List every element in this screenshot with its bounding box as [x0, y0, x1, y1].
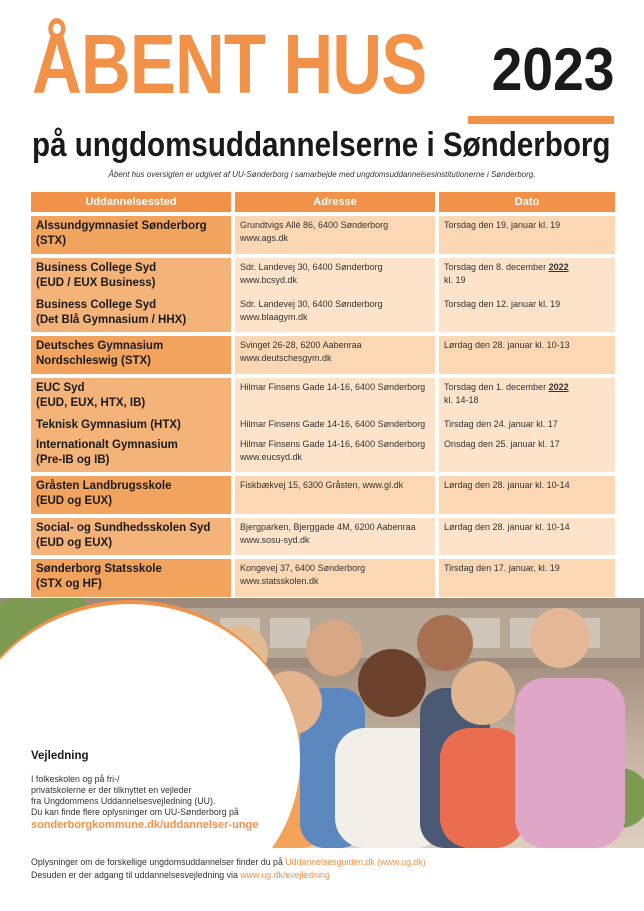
institution-column — [31, 216, 231, 254]
institution-name: (STX og HF) — [36, 578, 102, 590]
evejledning-link[interactable]: www.ug.dk/evejledning — [240, 870, 330, 880]
institution-cell — [31, 476, 231, 514]
institution-cell — [31, 258, 231, 295]
address-line: Sdr. Landevej 30, 6400 Sønderborg — [240, 262, 383, 272]
date-year: 2022 — [548, 382, 569, 392]
institution-cell — [31, 216, 231, 254]
date-cell — [439, 336, 615, 374]
date-cell — [439, 435, 615, 472]
table-header — [31, 192, 615, 212]
date-cell — [439, 295, 615, 332]
table-group — [31, 518, 615, 555]
address-line: Hilmar Finsens Gade 14-16, 6400 Sønderborg — [240, 382, 426, 392]
date-text: Tirsdag den 24. januar kl. 17 — [444, 419, 558, 429]
date-column — [439, 518, 615, 555]
date-text: Torsdag den 8. december — [444, 262, 547, 272]
institution-name: (EUD, EUX, HTX, IB) — [36, 397, 146, 409]
date-cell — [439, 518, 615, 555]
guidance-title: Vejledning — [31, 750, 89, 762]
date-column — [439, 258, 615, 332]
ug-link[interactable]: Uddannelsesguiden.dk (www.ug.dk) — [285, 857, 426, 867]
table-group — [31, 258, 615, 332]
institution-cell — [31, 336, 231, 374]
institution-column — [31, 559, 231, 597]
address-cell — [235, 336, 435, 374]
address-line[interactable]: www.sosu-syd.dk — [240, 535, 310, 545]
address-column — [235, 336, 435, 374]
table-group — [31, 476, 615, 514]
date-text: Lørdag den 28. januar kl. 10-14 — [444, 480, 570, 490]
institution-name: Business College Syd — [36, 262, 157, 274]
date-cell — [439, 258, 615, 295]
institution-cell — [31, 295, 231, 332]
institution-name: Internationalt Gymnasium — [36, 439, 178, 451]
date-line — [444, 261, 610, 274]
date-text: Torsdag den 1. december — [444, 382, 547, 392]
institution-name: (Pre-IB og IB) — [36, 454, 110, 466]
institution-column — [31, 518, 231, 555]
institution-cell — [31, 415, 231, 435]
date-text: Torsdag den 19. januar kl. 19 — [444, 220, 561, 230]
address-cell — [235, 295, 435, 332]
institution-column — [31, 258, 231, 332]
address-column — [235, 518, 435, 555]
institution-cell — [31, 559, 231, 597]
footer-line-1 — [31, 856, 426, 869]
address-line: Fiskbækvej 15, 6300 Gråsten, www.gl.dk — [240, 480, 404, 490]
address-line: Hilmar Finsens Gade 14-16, 6400 Sønderborg — [240, 419, 426, 429]
footer — [31, 856, 426, 882]
intro-text: Åbent hus oversigten er udgivet af UU-Sønderborg i samarbejde med ungdomsuddannelsesinstitutionerne i Sønderborg. — [108, 170, 536, 179]
date-cell — [439, 378, 615, 415]
address-cell — [235, 216, 435, 254]
date-column — [439, 378, 615, 472]
header-institution: Uddannelsessted — [31, 192, 231, 212]
date-column — [439, 559, 615, 597]
footer-text: Oplysninger om de forskellige ungdomsuddannelser finder du på — [31, 857, 286, 867]
date-time: kl. 19 — [444, 275, 466, 285]
institution-column — [31, 476, 231, 514]
institution-column — [31, 336, 231, 374]
headline — [32, 17, 622, 132]
date-text: Tirsdag den 17. januar, kl. 19 — [444, 563, 560, 573]
address-cell — [235, 258, 435, 295]
institution-name: (EUD og EUX) — [36, 537, 113, 549]
header-address: Adresse — [235, 192, 435, 212]
guidance-line: fra Ungdommens Uddannelsesvejledning (UU). — [31, 796, 216, 806]
date-text: Lørdag den 28. januar kl. 10-13 — [444, 340, 570, 350]
address-line: Grundtvigs Allé 86, 6400 Sønderborg — [240, 220, 389, 230]
address-cell — [235, 559, 435, 597]
guidance-line: Du kan finde flere oplysninger om UU-Sønderborg på — [31, 807, 239, 817]
date-column — [439, 216, 615, 254]
page-subtitle: på ungdomsuddannelserne i Sønderborg — [32, 126, 611, 164]
table-group — [31, 378, 615, 472]
institution-name: Gråsten Landbrugsskole — [36, 480, 172, 492]
address-column — [235, 476, 435, 514]
date-cell — [439, 559, 615, 597]
institution-name: Business College Syd — [36, 299, 157, 311]
date-cell — [439, 216, 615, 254]
address-cell — [235, 378, 435, 415]
institution-name: (EUD / EUX Business) — [36, 277, 156, 289]
address-line: Svinget 26-28, 6200 Aabenraa — [240, 340, 362, 350]
table-group — [31, 559, 615, 597]
address-line: Hilmar Finsens Gade 14-16, 6400 Sønderborg — [240, 439, 426, 449]
header-date: Dato — [439, 192, 615, 212]
institution-name: Social- og Sundhedsskolen Syd — [36, 522, 211, 534]
address-line[interactable]: www.ags.dk — [240, 233, 289, 243]
institution-name: Nordschleswig (STX) — [36, 355, 152, 367]
address-column — [235, 559, 435, 597]
guidance-line: privatskolerne er der tilknyttet en vejleder — [31, 785, 192, 795]
page-title: ÅBENT HUS — [32, 17, 427, 111]
address-cell — [235, 476, 435, 514]
institution-name: Alssundgymnasiet Sønderborg — [36, 220, 207, 232]
address-line[interactable]: www.statsskolen.dk — [240, 576, 319, 586]
open-house-table — [31, 192, 615, 621]
footer-line-2 — [31, 869, 426, 882]
address-cell — [235, 435, 435, 472]
institution-name: (STX) — [36, 235, 67, 247]
institution-column — [31, 378, 231, 472]
date-text: Onsdag den 25. januar kl. 17 — [444, 439, 560, 449]
date-time: kl. 14-18 — [444, 395, 479, 405]
date-cell — [439, 415, 615, 435]
date-line — [444, 381, 610, 394]
institution-cell — [31, 378, 231, 415]
institution-name: Sønderborg Statsskole — [36, 563, 162, 575]
address-column — [235, 216, 435, 254]
address-line[interactable]: www.blaagym.dk — [240, 312, 308, 322]
institution-name: (EUD og EUX) — [36, 495, 113, 507]
table-group — [31, 216, 615, 254]
address-line[interactable]: www.deutschesgym.dk — [240, 353, 332, 363]
table-body — [31, 216, 615, 621]
year-underline — [468, 116, 614, 124]
institution-cell — [31, 435, 231, 472]
date-cell — [439, 476, 615, 514]
year-label: 2023 — [491, 36, 614, 103]
footer-text: Desuden er der adgang til uddannelsesvejledning via — [31, 870, 241, 880]
address-line[interactable]: www.eucsyd.dk — [240, 452, 303, 462]
address-column — [235, 258, 435, 332]
date-year: 2022 — [548, 262, 569, 272]
institution-name: (Det Blå Gymnasium / HHX) — [36, 314, 187, 326]
date-text: Torsdag den 12. januar kl. 19 — [444, 299, 561, 309]
address-line: Kongevej 37, 6400 Sønderborg — [240, 563, 366, 573]
address-line[interactable]: www.bcsyd.dk — [240, 275, 298, 285]
institution-name: Teknisk Gymnasium (HTX) — [36, 419, 181, 431]
guidance-line: I folkeskolen og på fri-/ — [31, 774, 120, 784]
address-cell — [235, 518, 435, 555]
institution-cell — [31, 518, 231, 555]
address-cell — [235, 415, 435, 435]
date-column — [439, 336, 615, 374]
address-line: Bjergparken, Bjerggade 4M, 6200 Aabenraa — [240, 522, 416, 532]
date-column — [439, 476, 615, 514]
guidance-link[interactable]: sonderborgkommune.dk/uddannelser-unge — [31, 819, 259, 831]
institution-name: Deutsches Gymnasium — [36, 340, 164, 352]
institution-name: EUC Syd — [36, 382, 85, 394]
table-group — [31, 336, 615, 374]
date-text: Lørdag den 28. januar kl. 10-14 — [444, 522, 570, 532]
address-column — [235, 378, 435, 472]
address-line: Sdr. Landevej 30, 6400 Sønderborg — [240, 299, 383, 309]
guidance-section — [31, 750, 291, 831]
